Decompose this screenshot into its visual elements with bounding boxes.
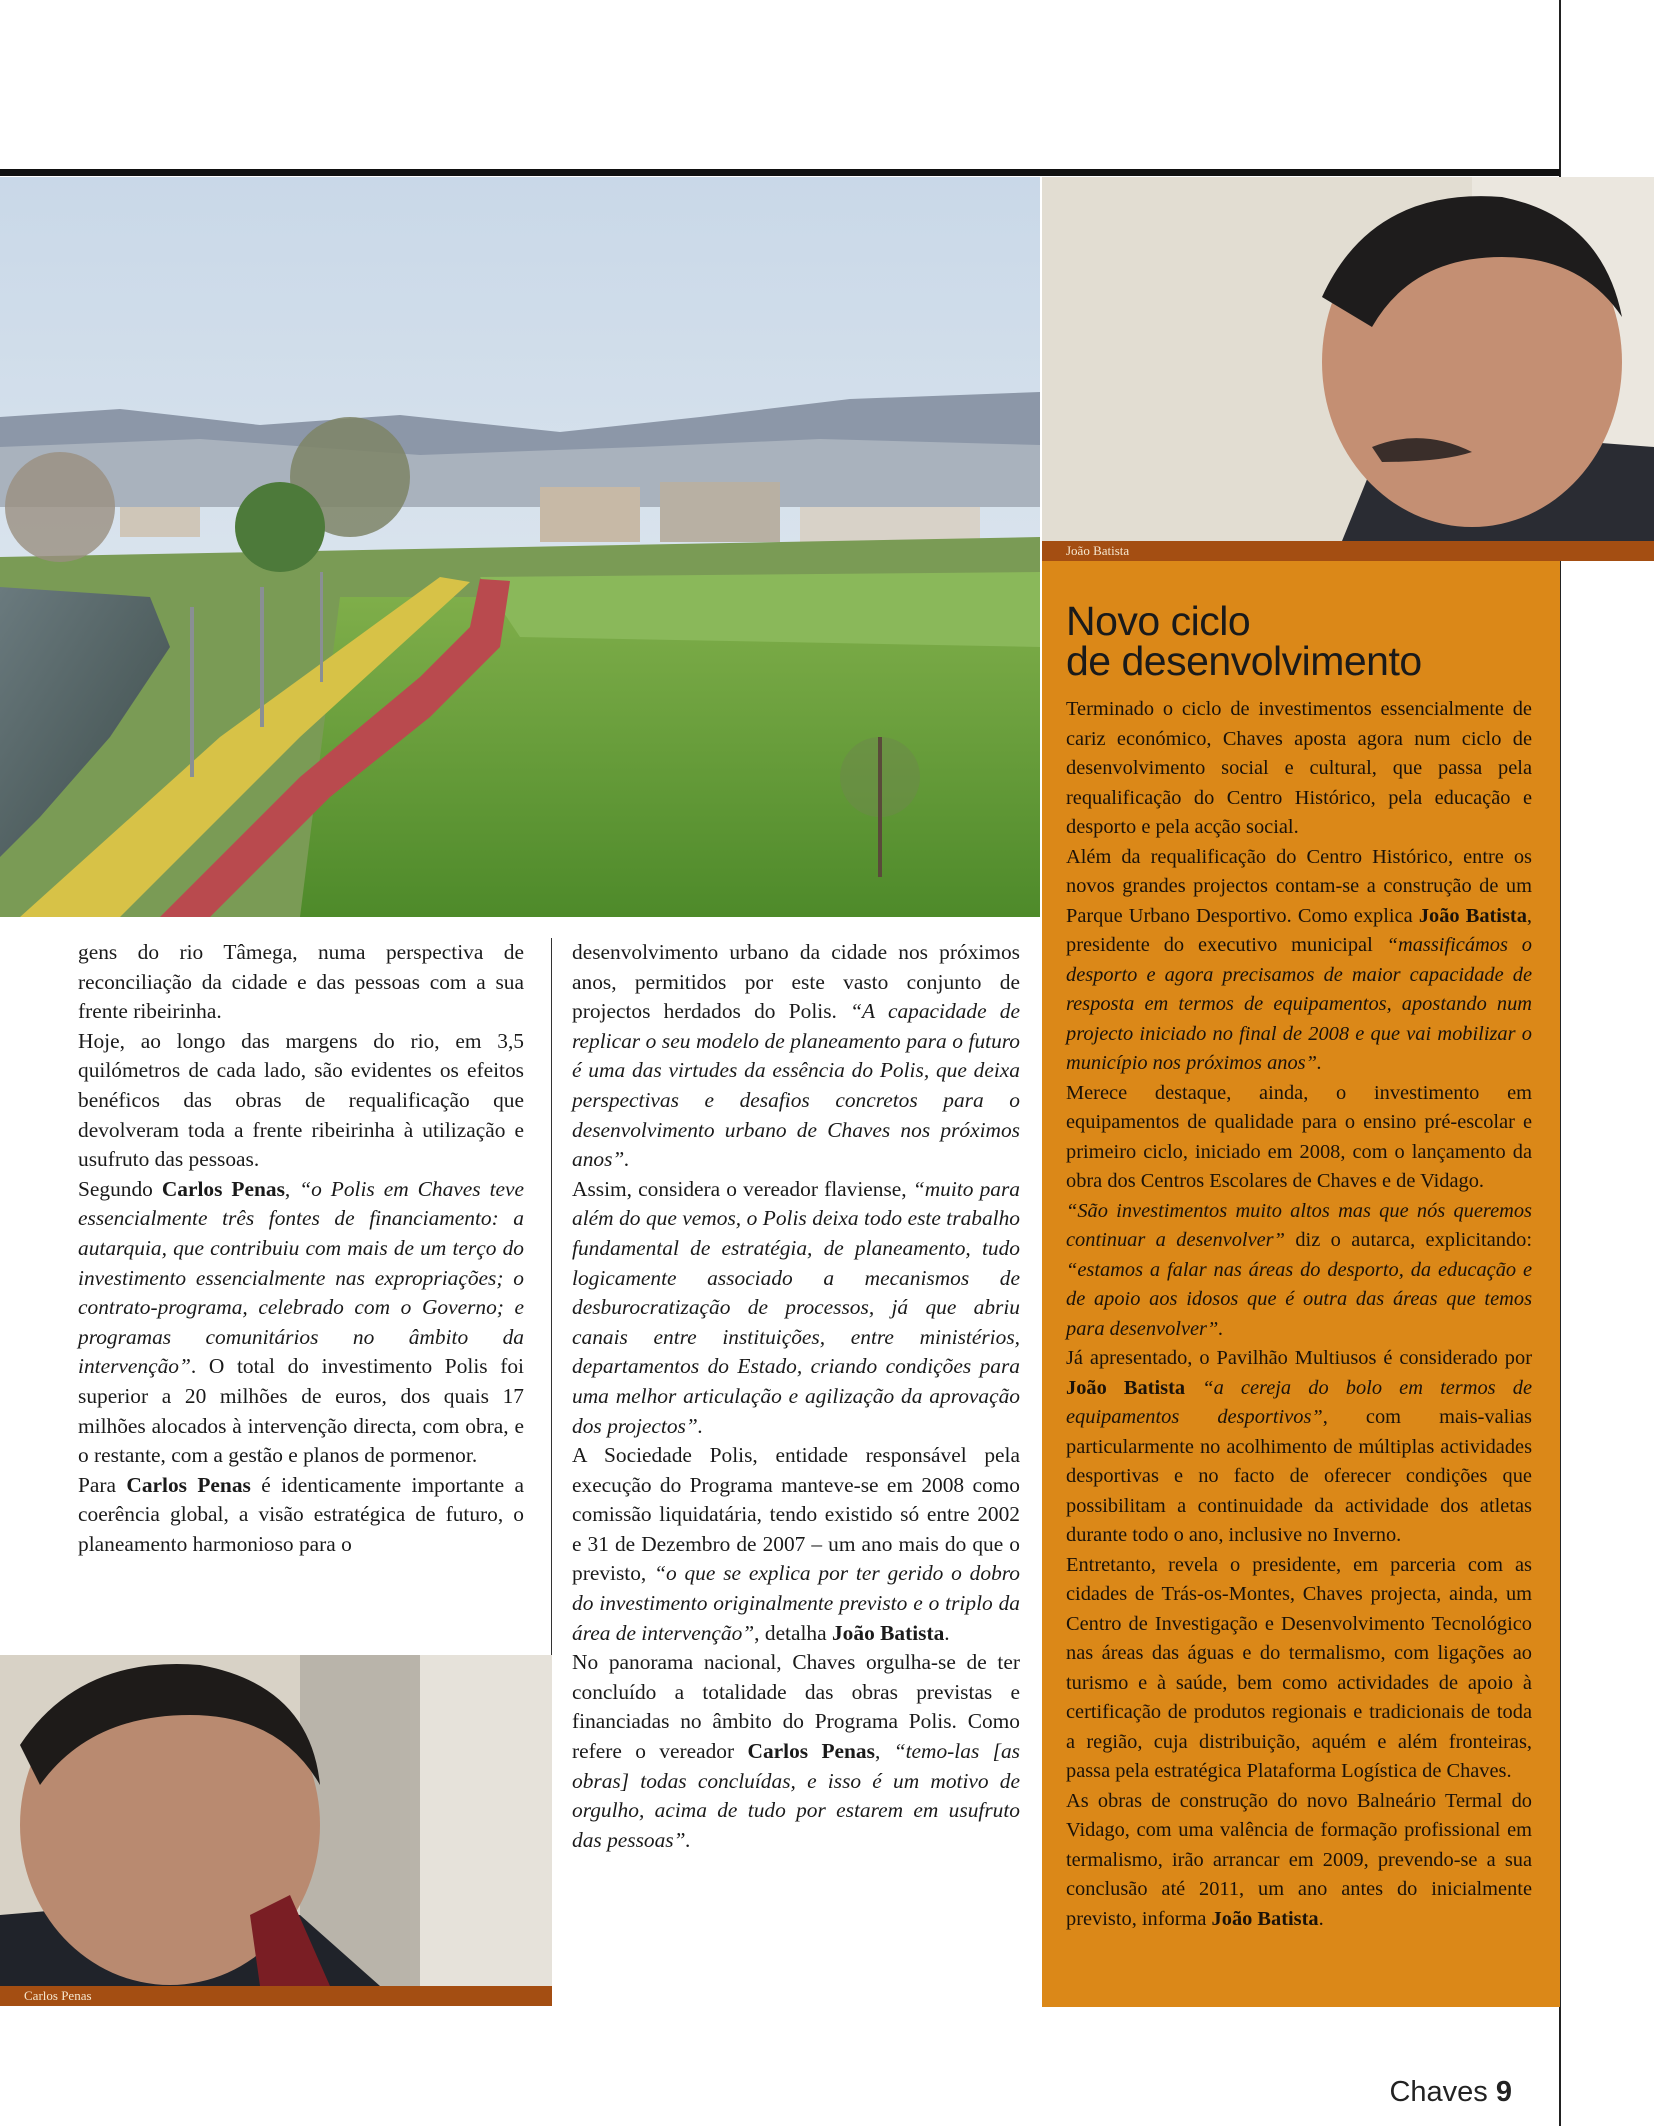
article-paragraph: Hoje, ao longo das margens do rio, em 3,5 quilómetros de cada lado, são evidentes os efeitos benéficos das obras de requalificação que devolveram toda a frente ribeirinha à utilização e usufruto das pessoas.: [78, 1028, 524, 1172]
sidebar-paragraph: Merece destaque, ainda, o investimento em equipamentos de qualidade para o ensino pré-escolar e primeiro ciclo, iniciado em 2008, com o lançamento da obra dos Centros Escolares de Chaves e de Vidago.: [1066, 1081, 1532, 1192]
article-column-2: [572, 938, 1020, 1855]
article-paragraph: Segundo Carlos Penas, “o Polis em Chaves teve essencialmente três fontes de financiamento: a autarquia, que contribuiu com mais de um terço do investimento essencialmente nas expropriações; o contrato-programa, celebrado com o Governo; e programas comunitários no âmbito da intervenção”. O total do investimento Polis foi superior a 20 milhões de euros, dos quais 17 milhões alocados à intervenção directa, com obra, e o restante, com a gestão e planos de pormenor.: [78, 1176, 524, 1468]
sidebar-paragraph: Já apresentado, o Pavilhão Multiusos é considerado por João Batista “a cereja do bolo em termos de equipamentos desportivos”, com mais-valias particularmente no acolhimento de múltiplas actividades desportivas e no facto de oferecer condições que possibilitam a continuidade da actividade dos atletas durante todo o ano, inclusive no Inverno.: [1066, 1347, 1532, 1546]
sidebar-paragraph: Entretanto, revela o presidente, em parceria com as cidades de Trás-os-Montes, Chaves projecta, ainda, um Centro de Investigação e Desenvolvimento Tecnológico nas áreas das águas e do termalismo, com ligações ao turismo e à saúde, bem como actividades de apoio à certificação de produtos regionais e tradicionais de toda a região, cuja distribuição, aquém e além fronteiras, passa pela estratégica Plataforma Logística de Chaves.: [1066, 1553, 1532, 1782]
carlos-penas-caption: Carlos Penas: [0, 1986, 552, 2006]
article-paragraph: Para Carlos Penas é identicamente importante a coerência global, a visão estratégica de futuro, o planeamento harmonioso para o: [78, 1472, 524, 1556]
sidebar-title-line2: de desenvolvimento: [1066, 638, 1422, 684]
article-column-1: [78, 938, 524, 1559]
riverside-park-photo: [0, 177, 1040, 917]
page-number: 9: [1495, 2076, 1512, 2108]
sidebar-paragraph: “São investimentos muito altos mas que nós queremos continuar a desenvolver” diz o autarca, explicitando: “estamos a falar nas áreas do desporto, da educação e de apoio aos idosos que é outra das áreas que temos para desenvolver”.: [1066, 1199, 1532, 1340]
article-paragraph: A Sociedade Polis, entidade responsável pela execução do Programa manteve-se em 2008 como comissão liquidatária, tendo existido só entre 2002 e 31 de Dezembro de 2007 – um ano mais do que o previsto, “o que se explica por ter gerido o dobro do investimento originalmente previsto e o triplo da área de intervenção”, detalha João Batista.: [572, 1443, 1020, 1645]
footer-section-name: Chaves: [1389, 2076, 1488, 2108]
article-paragraph: gens do rio Tâmega, numa perspectiva de reconciliação da cidade e das pessoas com a sua frente ribeirinha.: [78, 940, 524, 1024]
sidebar-box: [1042, 561, 1560, 2007]
top-rule: [0, 169, 1560, 176]
sidebar-title: [1066, 598, 1532, 684]
joao-batista-photo: [1042, 177, 1654, 541]
joao-batista-caption: João Batista: [1042, 541, 1654, 561]
sidebar-paragraph: As obras de construção do novo Balneário Termal do Vidago, com uma valência de formação profissional em termalismo, irão arrancar em 2009, prevendo-se a sua conclusão até 2011, um ano antes do inicialmente previsto, informa João Batista.: [1066, 1789, 1532, 1930]
sidebar-paragraph: Além da requalificação do Centro Histórico, entre os novos grandes projectos contam-se a construção de um Parque Urbano Desportivo. Como explica João Batista, presidente do executivo municipal “massificámos o desporto e agora precisamos de maior capacidade de resposta em termos de equipamentos, apostando num projecto iniciado no final de 2008 e que vai mobilizar o município nos próximos anos”.: [1066, 845, 1532, 1074]
carlos-penas-photo: [0, 1655, 552, 1986]
article-paragraph: desenvolvimento urbano da cidade nos próximos anos, permitidos por este vasto conjunto de projectos herdados do Polis. “A capacidade de replicar o seu modelo de planeamento para o futuro é uma das virtudes da essência do Polis, que deixa perspectivas e desafios concretos para o desenvolvimento urbano de Chaves nos próximos anos”.: [572, 940, 1020, 1172]
sidebar-title-line1: Novo ciclo: [1066, 598, 1251, 644]
sidebar-paragraph: Terminado o ciclo de investimentos essencialmente de cariz económico, Chaves aposta agora num ciclo de desenvolvimento social e cultural, que passa pela requalificação do Centro Histórico, pela educação e desporto e pela acção social.: [1066, 698, 1532, 838]
article-paragraph: No panorama nacional, Chaves orgulha-se de ter concluído a totalidade das obras previstas e financiadas no âmbito do Programa Polis. Como refere o vereador Carlos Penas, “temo-las [as obras] todas concluídas, e isso é um motivo de orgulho, acima de tudo por estarem em usufruto das pessoas”.: [572, 1650, 1020, 1852]
article-paragraph: Assim, considera o vereador flaviense, “muito para além do que vemos, o Polis deixa todo este trabalho fundamental de estratégia, de planeamento, tudo logicamente associado a mecanismos de desburocratização de processos, já que abriu canais entre instituições, entre ministérios, departamentos do Estado, criando condições para uma melhor articulação e agilização da aprovação dos projectos”.: [572, 1176, 1020, 1438]
page-footer: [1389, 2076, 1512, 2109]
